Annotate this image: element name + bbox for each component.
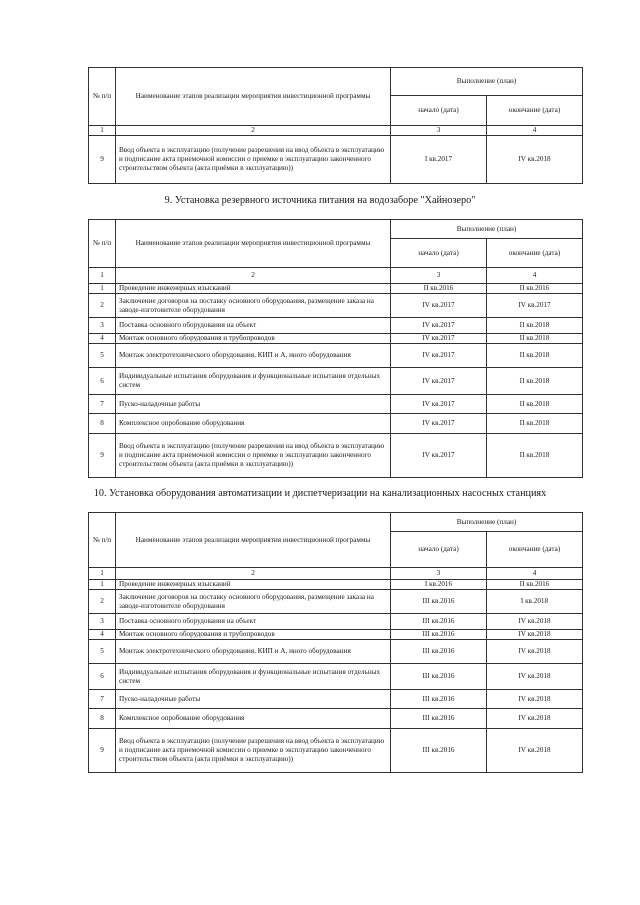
header-index-3: 3 [391, 126, 487, 136]
schedule-table-9 [88, 219, 583, 478]
row-end-date: II кв.2018 [487, 395, 583, 414]
row-number: 1 [89, 580, 116, 590]
row-end-date: II кв.2018 [487, 344, 583, 368]
row-end-date: II кв.2016 [487, 284, 583, 294]
header-name: Наименование этапов реализации мероприятия инвестиционной программы [116, 68, 391, 126]
row-stage-name: Заключение договоров на поставку основного оборудования, размещение заказа на заводе-изготовителе оборудования [116, 294, 391, 318]
row-stage-name: Проведение инженерных изысканий [116, 284, 391, 294]
header-index-3: 3 [391, 268, 487, 284]
row-end-date: II кв.2018 [487, 368, 583, 395]
row-stage-name: Монтаж основного оборудования и трубопроводов [116, 630, 391, 640]
row-stage-name: Поставка основного оборудования на объект [116, 318, 391, 334]
table-row [89, 630, 583, 640]
row-end-date: II кв.2018 [487, 318, 583, 334]
table-row [89, 318, 583, 334]
header-num: № п/п [89, 513, 116, 568]
row-stage-name: Монтаж электротехнического оборудования, КИП и А, иного оборудования [116, 344, 391, 368]
table-row [89, 334, 583, 344]
row-start-date: III кв.2016 [391, 729, 487, 773]
header-index-1: 1 [89, 568, 116, 580]
row-start-date: III кв.2016 [391, 664, 487, 690]
row-stage-name: Поставка основного оборудования на объект [116, 614, 391, 630]
row-start-date: IV кв.2017 [391, 294, 487, 318]
row-start-date: II кв.2016 [391, 284, 487, 294]
row-stage-name: Монтаж электротехнического оборудования, КИП и А, иного оборудования [116, 640, 391, 664]
row-number: 3 [89, 318, 116, 334]
row-start-date: III кв.2016 [391, 690, 487, 709]
table-row [89, 709, 583, 729]
row-stage-name: Монтаж основного оборудования и трубопроводов [116, 334, 391, 344]
row-start-date: I кв.2017 [391, 136, 487, 184]
row-start-date: I кв.2016 [391, 580, 487, 590]
row-start-date: IV кв.2017 [391, 368, 487, 395]
table-row [89, 414, 583, 434]
row-stage-name: Индивидуальные испытания оборудования и функциональные испытания отдельных систем [116, 368, 391, 395]
table-row [89, 284, 583, 294]
header-plan: Выполнение (план) [391, 220, 583, 239]
row-end-date: IV кв.2018 [487, 640, 583, 664]
row-number: 9 [89, 136, 116, 184]
header-plan: Выполнение (план) [391, 68, 583, 96]
table-row [89, 614, 583, 630]
row-number: 4 [89, 630, 116, 640]
header-name: Наименование этапов реализации мероприятия инвестиционной программы [116, 513, 391, 568]
row-number: 4 [89, 334, 116, 344]
row-stage-name: Ввод объекта в эксплуатацию (получение разрешения на ввод объекта в эксплуатацию и подписание акта приемочной комиссии о приемке в эксплуатацию законченного строительством объекта (акта приёмки в эксплуатацию)) [116, 136, 391, 184]
table-row [89, 294, 583, 318]
row-end-date: IV кв.2018 [487, 136, 583, 184]
row-number: 6 [89, 368, 116, 395]
row-start-date: IV кв.2017 [391, 434, 487, 478]
row-end-date: IV кв.2018 [487, 630, 583, 640]
header-start: начало (дата) [391, 532, 487, 568]
row-number: 9 [89, 729, 116, 773]
row-number: 5 [89, 640, 116, 664]
header-num: № п/п [89, 220, 116, 268]
row-start-date: IV кв.2017 [391, 318, 487, 334]
row-number: 2 [89, 294, 116, 318]
schedule-table-10 [88, 512, 583, 773]
section-title-10: 10. Установка оборудования автоматизации и диспетчеризации на канализационных насосных станциях [93, 488, 547, 499]
row-end-date: II кв.2018 [487, 434, 583, 478]
header-num: № п/п [89, 68, 116, 126]
row-start-date: III кв.2016 [391, 630, 487, 640]
header-index-4: 4 [487, 568, 583, 580]
row-end-date: I кв.2018 [487, 590, 583, 614]
row-end-date: II кв.2016 [487, 580, 583, 590]
row-stage-name: Индивидуальные испытания оборудования и функциональные испытания отдельных систем [116, 664, 391, 690]
row-number: 9 [89, 434, 116, 478]
row-end-date: II кв.2018 [487, 334, 583, 344]
section-title-9: 9. Установка резервного источника питания на водозаборе "Хайнозеро" [164, 195, 476, 206]
row-stage-name: Проведение инженерных изысканий [116, 580, 391, 590]
row-stage-name: Пуско-наладочные работы [116, 395, 391, 414]
header-index-2: 2 [116, 126, 391, 136]
row-stage-name: Заключение договоров на поставку основного оборудования, размещение заказа на заводе-изготовителе оборудования [116, 590, 391, 614]
header-index-4: 4 [487, 126, 583, 136]
row-number: 8 [89, 414, 116, 434]
schedule-table-8 [88, 67, 583, 184]
row-end-date: II кв.2018 [487, 414, 583, 434]
header-end: окончание (дата) [487, 96, 583, 126]
header-name: Наименование этапов реализации мероприятия инвестиционной программы [116, 220, 391, 268]
header-start: начало (дата) [391, 96, 487, 126]
row-end-date: IV кв.2018 [487, 614, 583, 630]
row-start-date: III кв.2016 [391, 709, 487, 729]
row-end-date: IV кв.2018 [487, 709, 583, 729]
table-row [89, 434, 583, 478]
header-end: окончание (дата) [487, 532, 583, 568]
row-number: 1 [89, 284, 116, 294]
row-start-date: IV кв.2017 [391, 395, 487, 414]
row-end-date: IV кв.2018 [487, 690, 583, 709]
row-number: 5 [89, 344, 116, 368]
row-start-date: III кв.2016 [391, 614, 487, 630]
row-start-date: III кв.2016 [391, 590, 487, 614]
row-number: 2 [89, 590, 116, 614]
header-start: начало (дата) [391, 239, 487, 268]
header-index-2: 2 [116, 268, 391, 284]
table-row [89, 395, 583, 414]
header-index-1: 1 [89, 126, 116, 136]
row-end-date: IV кв.2018 [487, 664, 583, 690]
row-number: 7 [89, 395, 116, 414]
header-index-1: 1 [89, 268, 116, 284]
header-plan: Выполнение (план) [391, 513, 583, 532]
row-start-date: IV кв.2017 [391, 344, 487, 368]
row-stage-name: Комплексное опробование оборудования [116, 709, 391, 729]
table-row [89, 580, 583, 590]
row-end-date: IV кв.2017 [487, 294, 583, 318]
header-end: окончание (дата) [487, 239, 583, 268]
row-number: 3 [89, 614, 116, 630]
table-row [89, 136, 583, 184]
table-row [89, 640, 583, 664]
row-stage-name: Ввод объекта в эксплуатацию (получение разрешения на ввод объекта в эксплуатацию и подписание акта приемочной комиссии о приемке в эксплуатацию законченного строительством объекта (акта приёмки в эксплуатацию)) [116, 434, 391, 478]
header-index-4: 4 [487, 268, 583, 284]
row-start-date: IV кв.2017 [391, 334, 487, 344]
header-index-2: 2 [116, 568, 391, 580]
row-number: 7 [89, 690, 116, 709]
table-row [89, 664, 583, 690]
table-row [89, 368, 583, 395]
row-stage-name: Комплексное опробование оборудования [116, 414, 391, 434]
row-number: 6 [89, 664, 116, 690]
row-number: 8 [89, 709, 116, 729]
header-index-3: 3 [391, 568, 487, 580]
row-stage-name: Ввод объекта в эксплуатацию (получение разрешения на ввод объекта в эксплуатацию и подписание акта приемочной комиссии о приемке в эксплуатацию законченного строительством объекта (акта приёмки в эксплуатацию)) [116, 729, 391, 773]
table-row [89, 344, 583, 368]
table-row [89, 729, 583, 773]
row-start-date: IV кв.2017 [391, 414, 487, 434]
table-row [89, 590, 583, 614]
table-row [89, 690, 583, 709]
row-stage-name: Пуско-наладочные работы [116, 690, 391, 709]
row-end-date: IV кв.2018 [487, 729, 583, 773]
row-start-date: III кв.2016 [391, 640, 487, 664]
